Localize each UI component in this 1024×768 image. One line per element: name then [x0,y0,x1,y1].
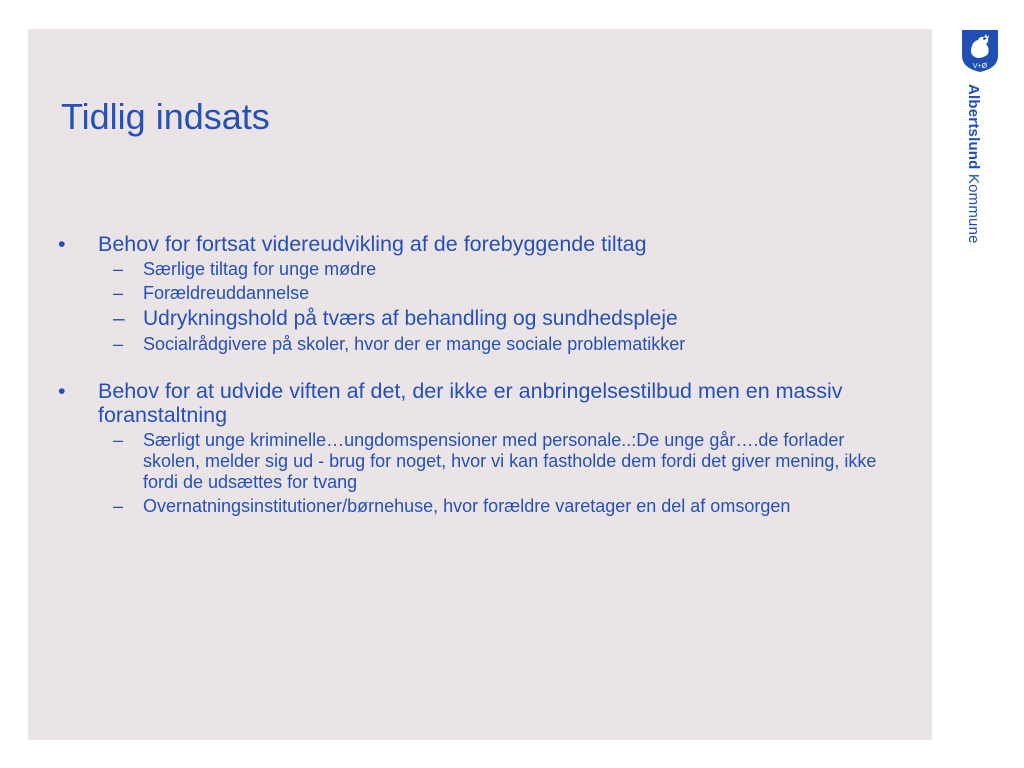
dash-marker: – [113,307,125,330]
subitem-text: Forældreuddannelse [143,283,310,303]
subitem [58,334,878,355]
subitem-text: Socialrådgivere på skoler, hvor der er mange sociale problematikker [143,334,686,354]
dash-marker: – [113,259,124,279]
bullet-2 [58,379,878,427]
emblem-text: V+Ø [972,63,988,70]
subitem-text: Overnatningsinstitutioner/børnehuse, hvor forældre varetager en del af omsorgen [143,496,791,516]
dash-marker: – [113,283,124,303]
dash-marker: – [113,334,124,354]
subitem [58,283,878,304]
bullet-marker: • [58,379,66,403]
subitem [58,307,878,331]
dash-marker: – [113,496,124,516]
subitem [58,259,878,280]
subitem-text: Særlige tiltag for unge mødre [143,259,377,279]
subitem-text: Udrykningshold på tværs af behandling og sundhedspleje [143,307,678,330]
brand-name [965,84,982,244]
dash-marker: – [113,430,124,450]
brand-name-regular: Kommune [965,169,982,244]
slide-content [58,232,878,517]
bullet-text: Behov for fortsat videreudvikling af de forebyggende tiltag [98,232,647,256]
slide-title: Tidlig indsats [61,96,270,137]
bullet-1 [58,232,878,256]
subitem [58,430,878,493]
bullet-text: Behov for at udvide viften af det, der ikke er anbringelsestilbud men en massiv foranstaltning [98,379,843,427]
subitem-text: Særligt unge kriminelle…ungdomspensioner med personale..:De unge går….de forlader skolen, melder sig ud - brug for noget, hvor vi kan fastholde dem fordi det giver mening, ikke fordi de udsættes for tvang [143,430,877,492]
brand-name-bold: Albertslund [965,84,982,170]
subitem [58,496,878,517]
bullet-marker: • [58,232,66,256]
rooster-shield-icon [960,28,1000,74]
